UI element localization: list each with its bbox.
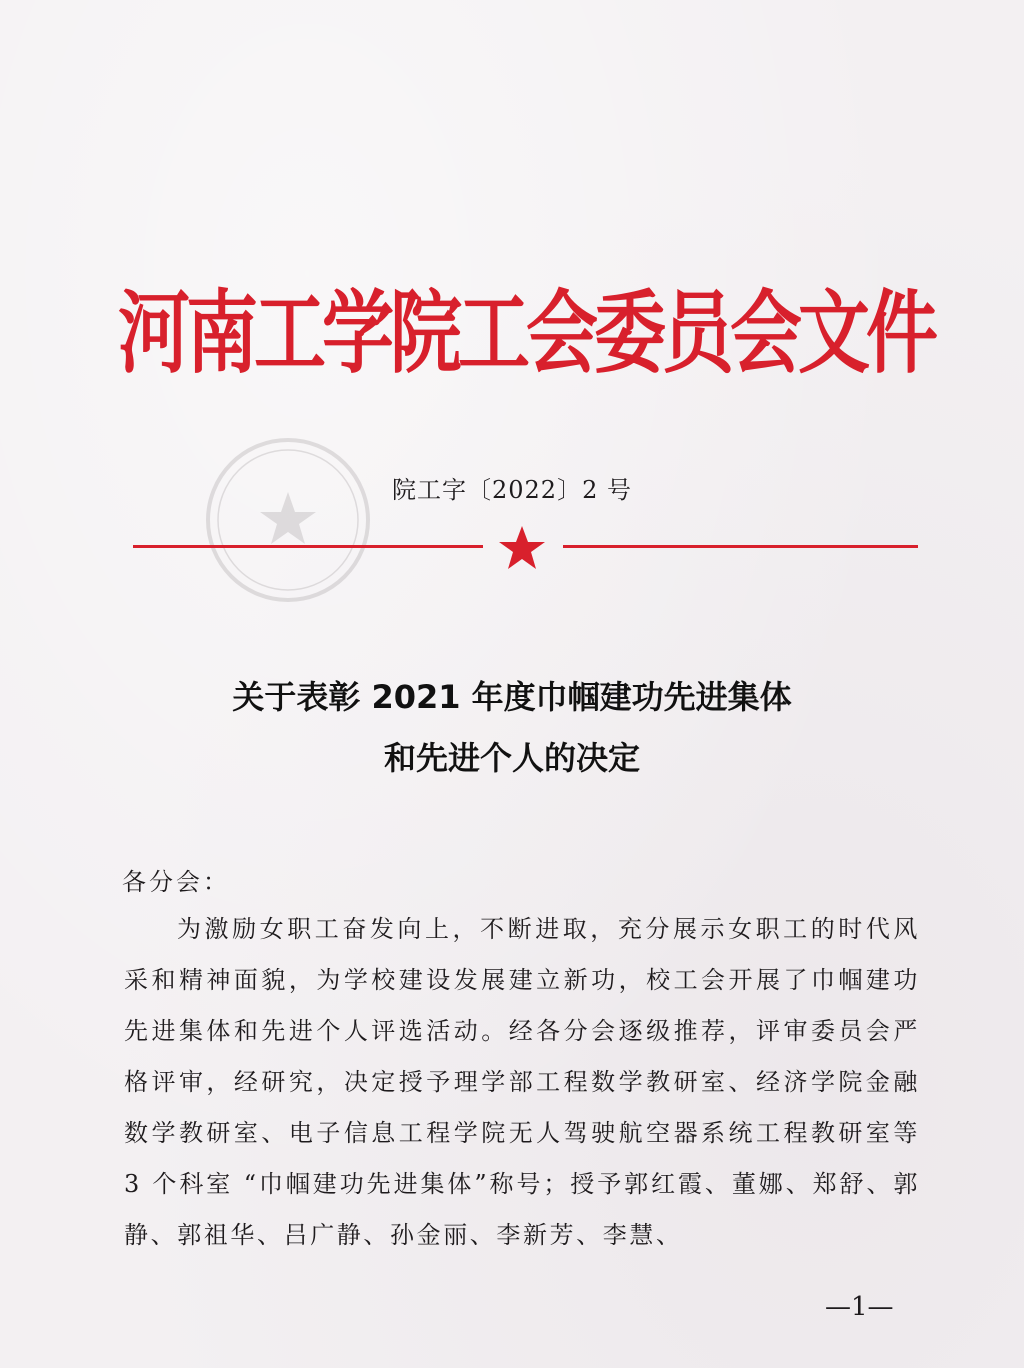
divider-line-left [133,545,483,548]
divider-line-right [563,545,918,548]
faded-seal-stamp-icon [200,432,376,608]
document-number: 院工字〔2022〕2 号 [392,476,632,504]
red-star-icon [497,525,547,571]
document-masthead: 河南工学院工会委员会文件 [118,278,935,385]
document-title-line-2: 和先进个人的决定 [383,739,640,777]
document-title-line-1: 关于表彰 2021 年度巾帼建功先进集体 [232,678,792,716]
page-number: —1— [825,1292,894,1322]
body-paragraph: 为激励女职工奋发向上，不断进取，充分展示女职工的时代风采和精神面貌，为学校建设发展建立新功，校工会开展了巾帼建功先进集体和先进个人评选活动。经各分会逐级推荐，评审委员会严格评审，经研究，决定授予理学部工程数学教研室、经济学院金融数学教研室、电子信息工程学院无人驾驶航空器系统工程教研室等 3 个科室 “巾帼建功先进集体”称号；授予郭红霞、董娜、郑舒、郭静、郭祖华、吕广静、孙金丽、李新芳、李慧、 [124,915,920,1249]
salutation: 各分会： [122,868,230,896]
